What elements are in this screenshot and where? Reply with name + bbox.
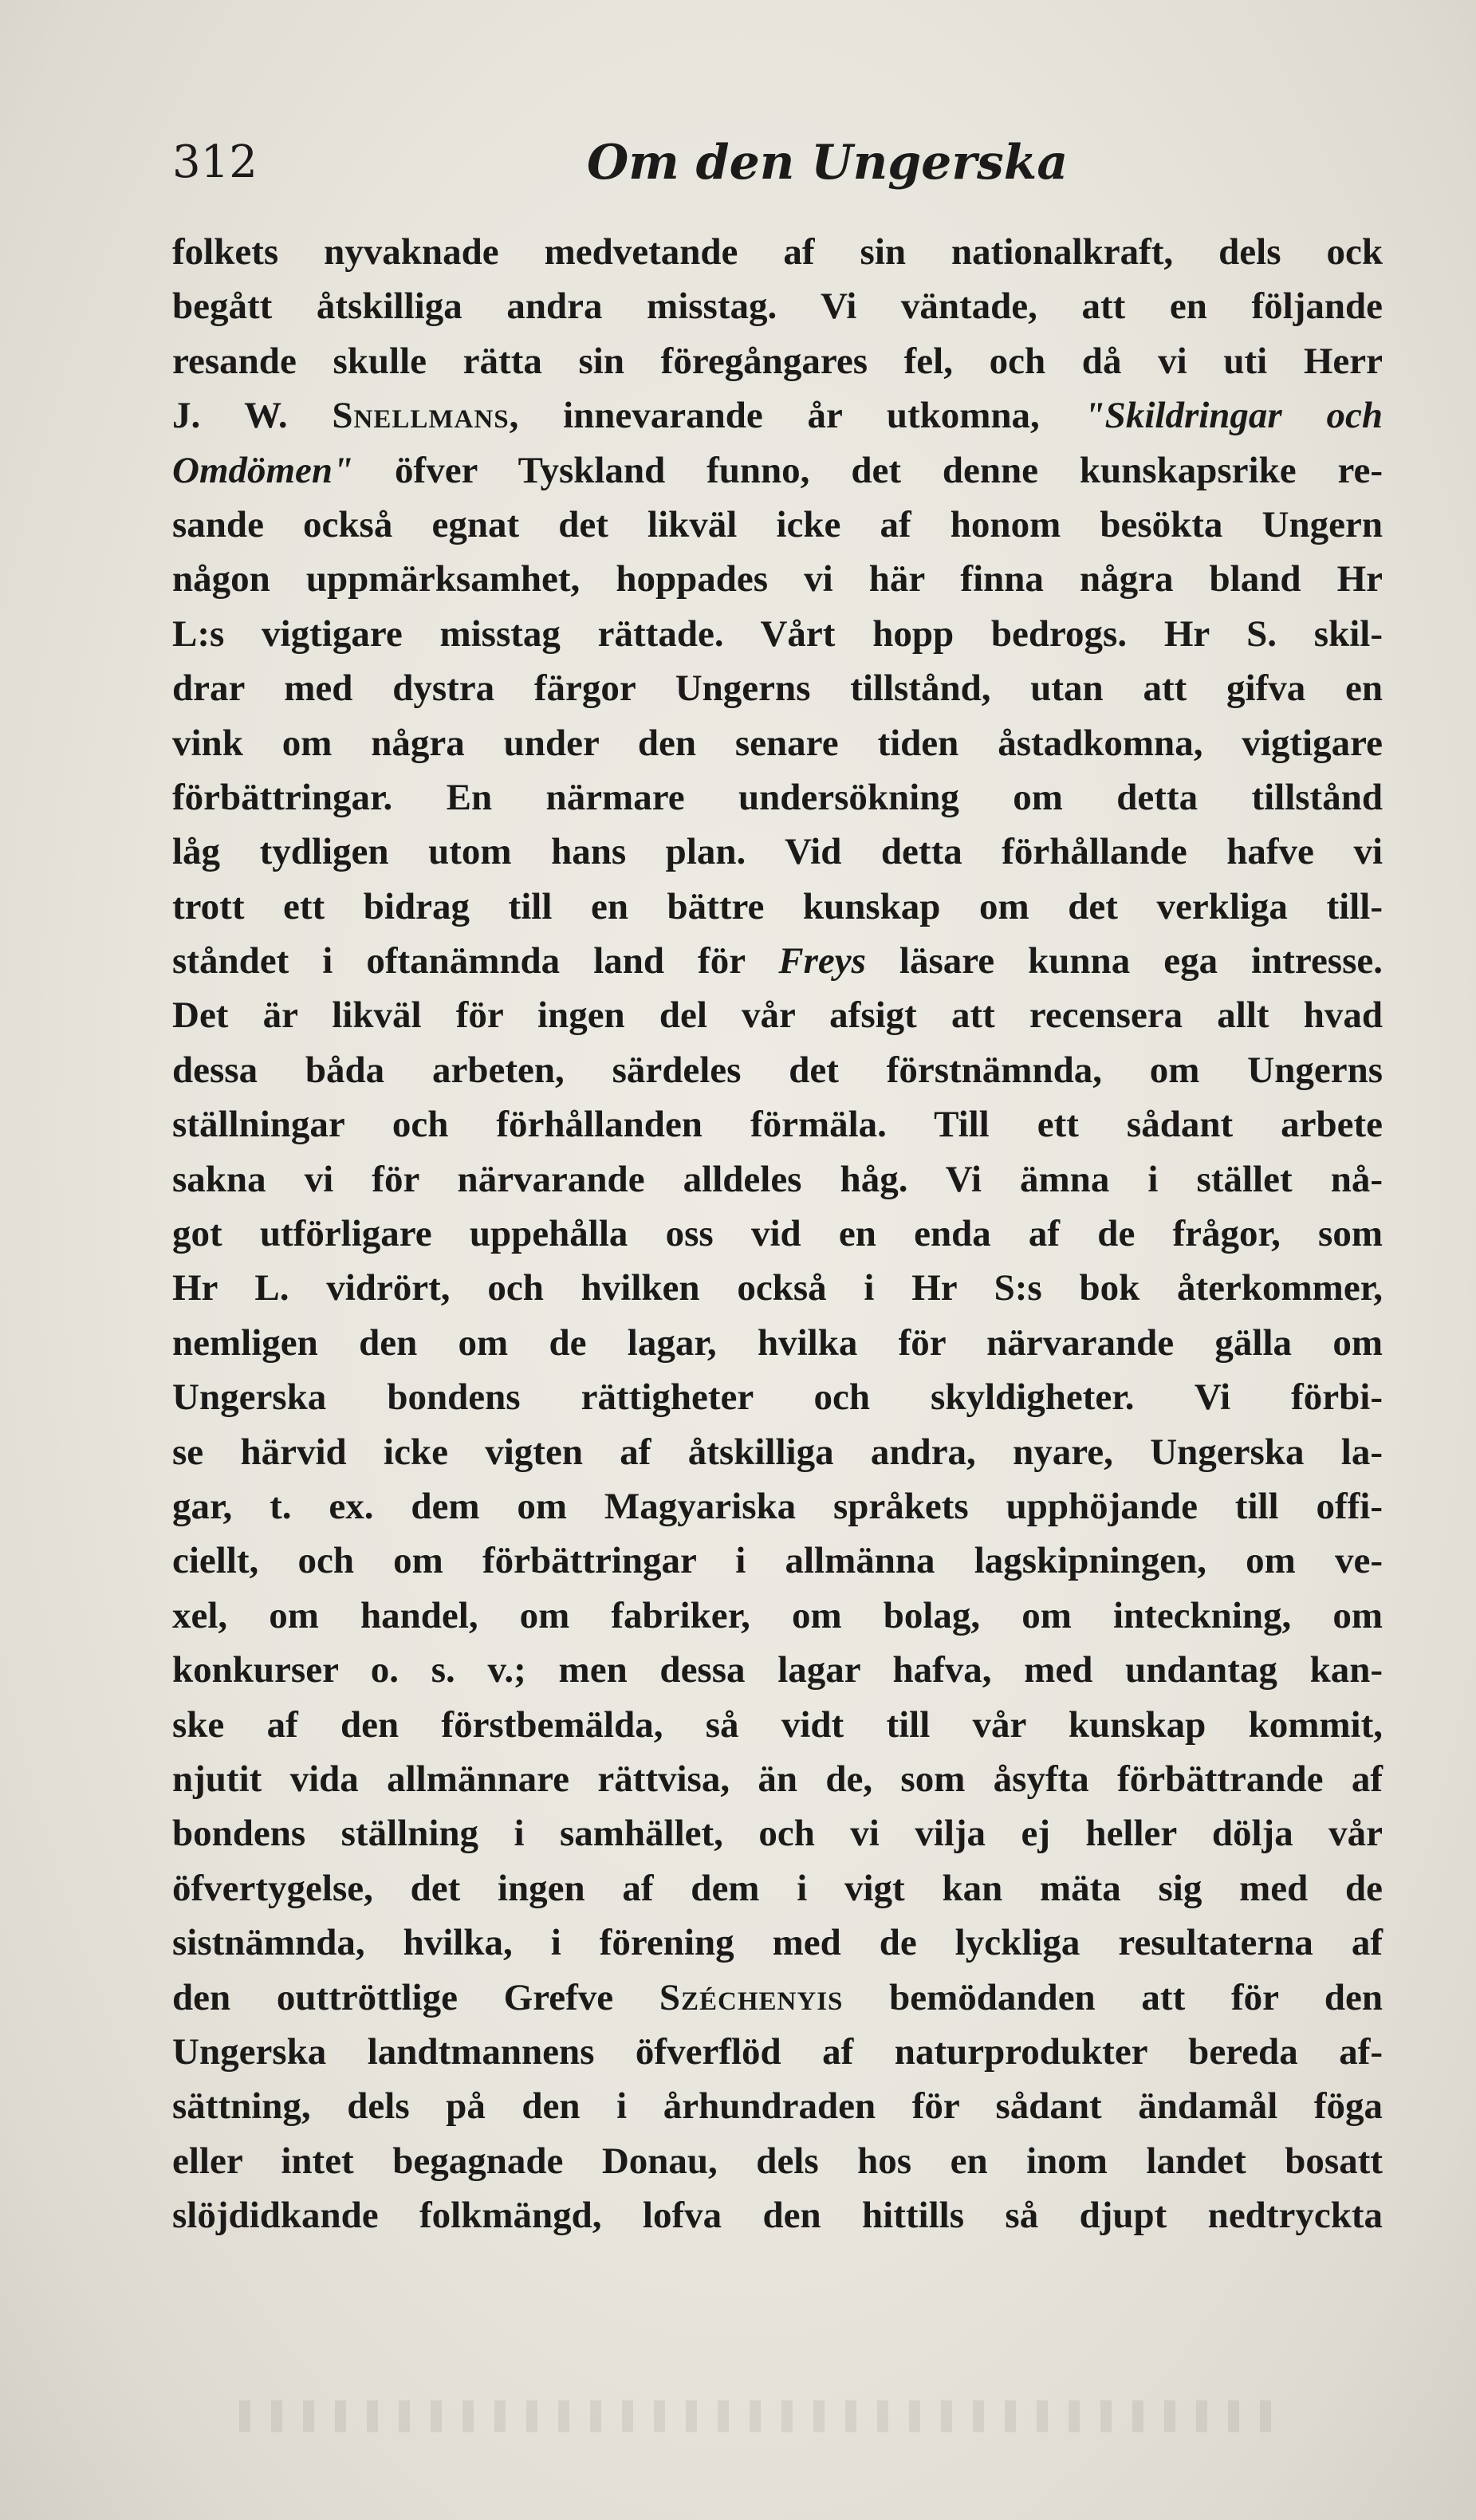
text-line [172, 498, 1383, 552]
text-segment: förbättringar. En närmare undersökning om detta tillstånd [172, 776, 1383, 818]
text-line [172, 225, 1383, 279]
text-line [172, 1589, 1383, 1643]
text-segment: Det är likväl för ingen del vår afsigt att recensera allt hvad [172, 994, 1383, 1037]
text-segment: bemödanden att för den [843, 1976, 1383, 2018]
text-line [172, 1425, 1383, 1479]
text-line [172, 2079, 1383, 2133]
text-line [172, 1916, 1383, 1970]
text-segment: folkets nyvaknade medvetande af sin nationalkraft, dels ock [172, 231, 1383, 273]
text-line [172, 1152, 1383, 1207]
text-segment: Snellmans [332, 395, 510, 437]
text-segment: läsare kunna ega intresse. [865, 940, 1383, 982]
text-segment: se härvid icke vigten af åtskilliga andra, nyare, Ungerska la- [172, 1431, 1383, 1473]
text-segment: sättning, dels på den i århundraden för sådant ändamål föga [172, 2085, 1383, 2128]
text-segment: Omdömen" [172, 449, 354, 491]
text-line [172, 661, 1383, 715]
text-segment: ståndet i oftanämnda land för [172, 940, 779, 982]
text-line [172, 279, 1383, 333]
text-line [172, 334, 1383, 388]
text-segment: resande skulle rätta sin föregångares fel, och då vi uti Herr [172, 340, 1383, 382]
text-segment: xel, om handel, om fabriker, om bolag, om inteckning, om [172, 1594, 1383, 1636]
text-segment: konkurser o. s. v.; men dessa lagar hafva, med undantag kan- [172, 1649, 1383, 1691]
text-segment: ställningar och förhållanden förmäla. Till ett sådant arbete [172, 1104, 1383, 1146]
text-line [172, 1370, 1383, 1424]
text-segment: drar med dystra färgor Ungerns tillstånd, utan att gifva en [172, 667, 1383, 710]
text-line [172, 1097, 1383, 1152]
text-segment: sistnämnda, hvilka, i förening med de lyckliga resultaterna af [172, 1922, 1383, 1964]
text-line [172, 825, 1383, 879]
text-line [172, 388, 1383, 443]
text-line [172, 1043, 1383, 1097]
text-segment: Freys [778, 940, 866, 982]
text-segment: J. W. [172, 395, 333, 437]
text-segment: sakna vi för närvarande alldeles håg. Vi ämna i stället nå- [172, 1158, 1383, 1200]
text-line [172, 607, 1383, 661]
text-segment: den outtröttlige Grefve [172, 1976, 659, 2018]
text-line [172, 1698, 1383, 1752]
text-line [172, 2134, 1383, 2188]
text-line [172, 1207, 1383, 1261]
page-number: 312 [172, 136, 258, 188]
text-segment: Széchenyis [659, 1976, 844, 2018]
text-line [172, 1752, 1383, 1806]
text-line [172, 2025, 1383, 2079]
text-line [172, 1806, 1383, 1860]
text-segment: "Skildringar och [1084, 395, 1383, 437]
text-line [172, 1316, 1383, 1370]
text-segment: någon uppmärksamhet, hoppades vi här finna några bland Hr [172, 558, 1383, 600]
text-line [172, 443, 1383, 498]
text-line [172, 1971, 1383, 2025]
text-segment: bondens ställning i samhället, och vi vilja ej heller dölja vår [172, 1813, 1383, 1855]
text-line [172, 880, 1383, 934]
text-line [172, 2188, 1383, 2242]
text-segment: sande också egnat det likväl icke af honom besökta Ungern [172, 503, 1383, 545]
text-line [172, 1479, 1383, 1534]
text-line [172, 716, 1383, 770]
text-line [172, 988, 1383, 1042]
show-through-text [239, 2400, 1276, 2432]
running-head: Om den Ungerska [587, 135, 1069, 191]
text-segment: njutit vida allmännare rättvisa, än de, som åsyfta förbättrande af [172, 1758, 1383, 1800]
text-segment: got utförligare uppehålla oss vid en enda af de frågor, som [172, 1213, 1383, 1255]
text-segment: eller intet begagnade Donau, dels hos en inom landet bosatt [172, 2140, 1383, 2182]
text-line [172, 1643, 1383, 1697]
text-segment: ciellt, och om förbättringar i allmänna lagskipningen, om ve- [172, 1540, 1383, 1582]
text-line [172, 934, 1383, 988]
text-segment: ske af den förstbemälda, så vidt till vår kunskap kommit, [172, 1703, 1383, 1746]
text-segment: gar, t. ex. dem om Magyariska språkets upphöjande till offi- [172, 1485, 1383, 1527]
text-line [172, 1261, 1383, 1315]
text-segment: öfver Tyskland funno, det denne kunskapsrike re- [353, 449, 1383, 491]
text-segment: Hr L. vidrört, och hvilken också i Hr S:s bok återkommer, [172, 1267, 1383, 1309]
text-segment: L:s vigtigare misstag rättade. Vårt hopp bedrogs. Hr S. skil- [172, 612, 1383, 655]
text-segment: Ungerska bondens rättigheter och skyldigheter. Vi förbi- [172, 1376, 1383, 1419]
text-segment: trott ett bidrag till en bättre kunskap om det verkliga till- [172, 885, 1383, 927]
page-header [172, 134, 1384, 198]
text-segment: dessa båda arbeten, särdeles det förstnämnda, om Ungerns [172, 1049, 1383, 1091]
text-line [172, 770, 1383, 825]
body-text [172, 225, 1383, 2242]
text-segment: vink om några under den senare tiden åstadkomna, vigtigare [172, 722, 1383, 764]
text-line [172, 552, 1383, 606]
text-segment: öfvertygelse, det ingen af dem i vigt kan mäta sig med de [172, 1867, 1383, 1909]
text-segment: Ungerska landtmannens öfverflöd af naturprodukter bereda af- [172, 2030, 1383, 2073]
text-segment: begått åtskilliga andra misstag. Vi väntade, att en följande [172, 285, 1383, 328]
text-segment: slöjdidkande folkmängd, lofva den hittills så djupt nedtryckta [172, 2195, 1383, 2237]
text-segment: , innevarande år utkomna, [509, 395, 1084, 437]
text-segment: nemligen den om de lagar, hvilka för närvarande gälla om [172, 1321, 1383, 1364]
text-line [172, 1861, 1383, 1916]
text-segment: låg tydligen utom hans plan. Vid detta förhållande hafve vi [172, 831, 1383, 873]
text-line [172, 1534, 1383, 1588]
